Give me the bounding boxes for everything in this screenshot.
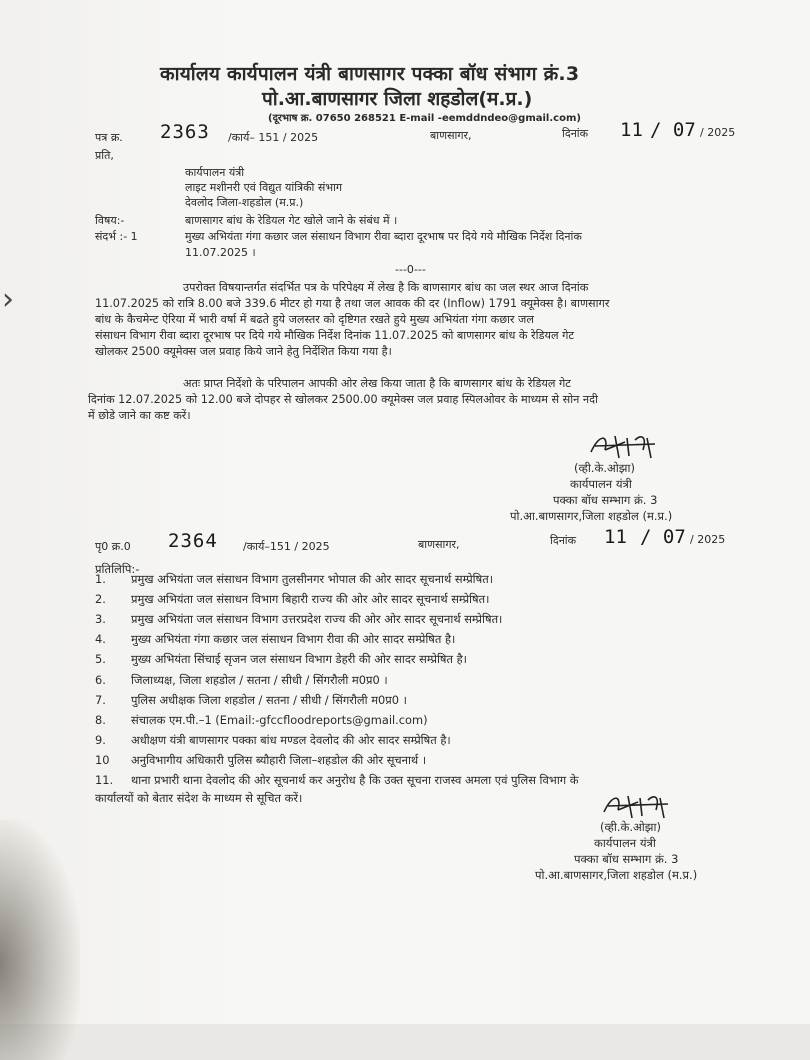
endorsement-date-label: दिनांक <box>550 534 577 547</box>
para2-line-1: अतः प्राप्त निर्देशो के परिपालन आपकी ओर लेख किया जाता है कि बाणसागर बांध के रेडियल गेट <box>183 377 571 390</box>
signature-2 <box>598 790 678 824</box>
office-title: कार्यालय कार्यपालन यंत्री बाणसागर पक्का बॉध संभाग क्रं.3 <box>160 63 580 85</box>
list-item-continuation: कार्यालयों को बेतार संदेश के माध्यम से सूचित करें। <box>95 791 303 805</box>
endorsement-ref-number: 2364 <box>168 530 218 552</box>
sig1-name: (व्ही.के.ओझा) <box>574 461 635 475</box>
reference-text: मुख्य अभियंता गंगा कछार जल संसाधन विभाग रीवा ब्दारा दूरभाष पर दिये गये मौखिक निर्देश दिनांक <box>185 230 582 243</box>
letter-ref-number: 2363 <box>160 121 210 143</box>
reference-label: संदर्भ :- 1 <box>95 230 138 243</box>
sig2-title: कार्यपालन यंत्री <box>594 836 656 850</box>
endorsement-ref-suffix: /कार्य–151 / 2025 <box>243 540 330 553</box>
recipient-line-3: देवलोद जिला-शहडोल (म.प्र.) <box>185 196 304 209</box>
endorsement-date-year: / 2025 <box>690 533 726 546</box>
sig1-place: पो.आ.बाणसागर,जिला शहडोल (म.प्र.) <box>510 509 673 523</box>
list-item: 8. संचालक एम.पी.–1 (Email:-gfccfloodreports@gmail.com) <box>95 713 428 727</box>
list-item: 10 अनुविभागीय अधिकारी पुलिस ब्यौहारी जिला–शहडोल की ओर सूचनार्थ । <box>95 753 427 767</box>
endorsement-ref-label: पृ0 क्र.0 <box>95 540 131 553</box>
office-contact: (दूरभाष क्र. 07650 268521 E-mail -eemddndeo@gmail.com) <box>268 113 581 124</box>
to-label: प्रति, <box>95 149 114 162</box>
margin-mark: › <box>2 282 14 317</box>
list-item: 5. मुख्य अभियंता सिंचाई सृजन जल संसाधन विभाग डेहरी की ओर सादर सम्प्रेषित है। <box>95 652 467 666</box>
recipient-line-2: लाइट मशीनरी एवं विद्युत यांत्रिकी संभाग <box>185 181 343 194</box>
reference-date: 11.07.2025 । <box>185 246 256 259</box>
para2-line-2: दिनांक 12.07.2025 को 12.00 बजे दोपहर से खोलकर 2500.00 क्यूमेक्स जल प्रवाह स्पिलओवर के माध्यम से सोन नदी <box>88 393 598 406</box>
para2-line-3: में छोडे जाने का कष्ट करें। <box>88 409 191 422</box>
list-item: 2. प्रमुख अभियंता जल संसाधन विभाग बिहारी राज्य की ओर ओर सादर सूचनार्थ सम्प्रेषित। <box>95 592 490 606</box>
subject-text: बाणसागर बांध के रेडियल गेट खोले जाने के संबंध में । <box>185 214 398 227</box>
signature-1 <box>585 430 665 464</box>
body-paragraph-1 <box>95 280 609 360</box>
list-item: 9. अधीक्षण यंत्री बाणसागर पक्का बांध मण्डल देवलोद की ओर सादर सम्प्रेषित है। <box>95 733 451 747</box>
list-item: 3. प्रमुख अभियंता जल संसाधन विभाग उत्तरप्रदेश राज्य की ओर ओर सादर सूचनार्थ सम्प्रेषित। <box>95 612 503 626</box>
endorsement-place: बाणसागर, <box>418 538 460 551</box>
recipient-line-1: कार्यपालन यंत्री <box>185 166 245 179</box>
sig2-division: पक्का बॉध सम्भाग क्रं. 3 <box>574 852 679 866</box>
divider: ---0--- <box>395 263 426 276</box>
letter-ref-label: पत्र क्र. <box>95 131 123 144</box>
list-item: 7. पुलिस अधीक्षक जिला शहडोल / सतना / सीधी / सिंगरौली म0प्र0 । <box>95 693 407 707</box>
para1-line-3: बांध के कैचमेन्ट ऐरिया में भारी वर्षा में बढते हुये जलस्तर को दृष्टिगत रखते हुये मुख्य अभियंता गंगा कछार जल <box>95 313 534 326</box>
sig1-title: कार्यपालन यंत्री <box>570 477 632 491</box>
para1-line-5: खोलकर 2500 क्यूमेक्स जल प्रवाह किये जाने हेतु निर्देशित किया गया है। <box>95 345 392 358</box>
letter-date-label: दिनांक <box>562 127 589 140</box>
para1-line-2: 11.07.2025 को रात्रि 8.00 बजे 339.6 मीटर हो गया है तथा जल आवक की दर (Inflow) 1791 क्यूमेक्स है। बाणसागर <box>95 297 610 310</box>
list-item: 6. जिलाध्यक्ष, जिला शहडोल / सतना / सीधी / सिंगरौली म0प्र0 । <box>95 673 388 687</box>
endorsement-date-month: / 07 <box>640 526 686 548</box>
para1-line-1: उपरोक्त विषयान्तर्गत संदर्भित पत्र के परिपेक्ष्य में लेख है कि बाणसागर बांध का जल स्थर आज दिनांक <box>183 281 589 294</box>
finger-shadow <box>0 820 80 1060</box>
list-item: 11. थाना प्रभारी थाना देवलोद की ओर सूचनार्थ कर अनुरोध है कि उक्त सूचना राजस्व अमला एवं पुलिस विभाग के <box>95 773 579 787</box>
letter-date-month: / 07 <box>650 119 696 141</box>
copy-label: प्रतिलिपि:- <box>95 562 140 576</box>
subject-label: विषय:- <box>95 214 125 227</box>
para1-line-4: संसाधन विभाग रीवा ब्दारा दूरभाष पर दिये गये मौखिक निर्देश दिनांक 11.07.2025 को बाणसागर बांध के रेडियल गेट <box>95 329 575 342</box>
letter-ref-suffix: /कार्य– 151 / 2025 <box>228 131 319 144</box>
letter-date-day: 11 <box>620 119 643 141</box>
endorsement-date-day: 11 <box>604 526 627 548</box>
body-paragraph-2 <box>88 376 598 424</box>
letter-date-year: / 2025 <box>700 126 736 139</box>
list-item: 4. मुख्य अभियंता गंगा कछार जल संसाधन विभाग रीवा की ओर सादर सम्प्रेषित है। <box>95 632 456 646</box>
list-item: 1. प्रमुख अभियंता जल संसाधन विभाग तुलसीनगर भोपाल की ओर सादर सूचनार्थ सम्प्रेषित। <box>95 572 494 586</box>
office-address: पो.आ.बाणसागर जिला शहडोल(म.प्र.) <box>262 88 533 110</box>
letter-place: बाणसागर, <box>430 129 472 142</box>
sig2-place: पो.आ.बाणसागर,जिला शहडोल (म.प्र.) <box>535 868 698 882</box>
sig2-name: (व्ही.के.ओझा) <box>600 820 661 834</box>
sig1-division: पक्का बॉध सम्भाग क्रं. 3 <box>553 493 658 507</box>
